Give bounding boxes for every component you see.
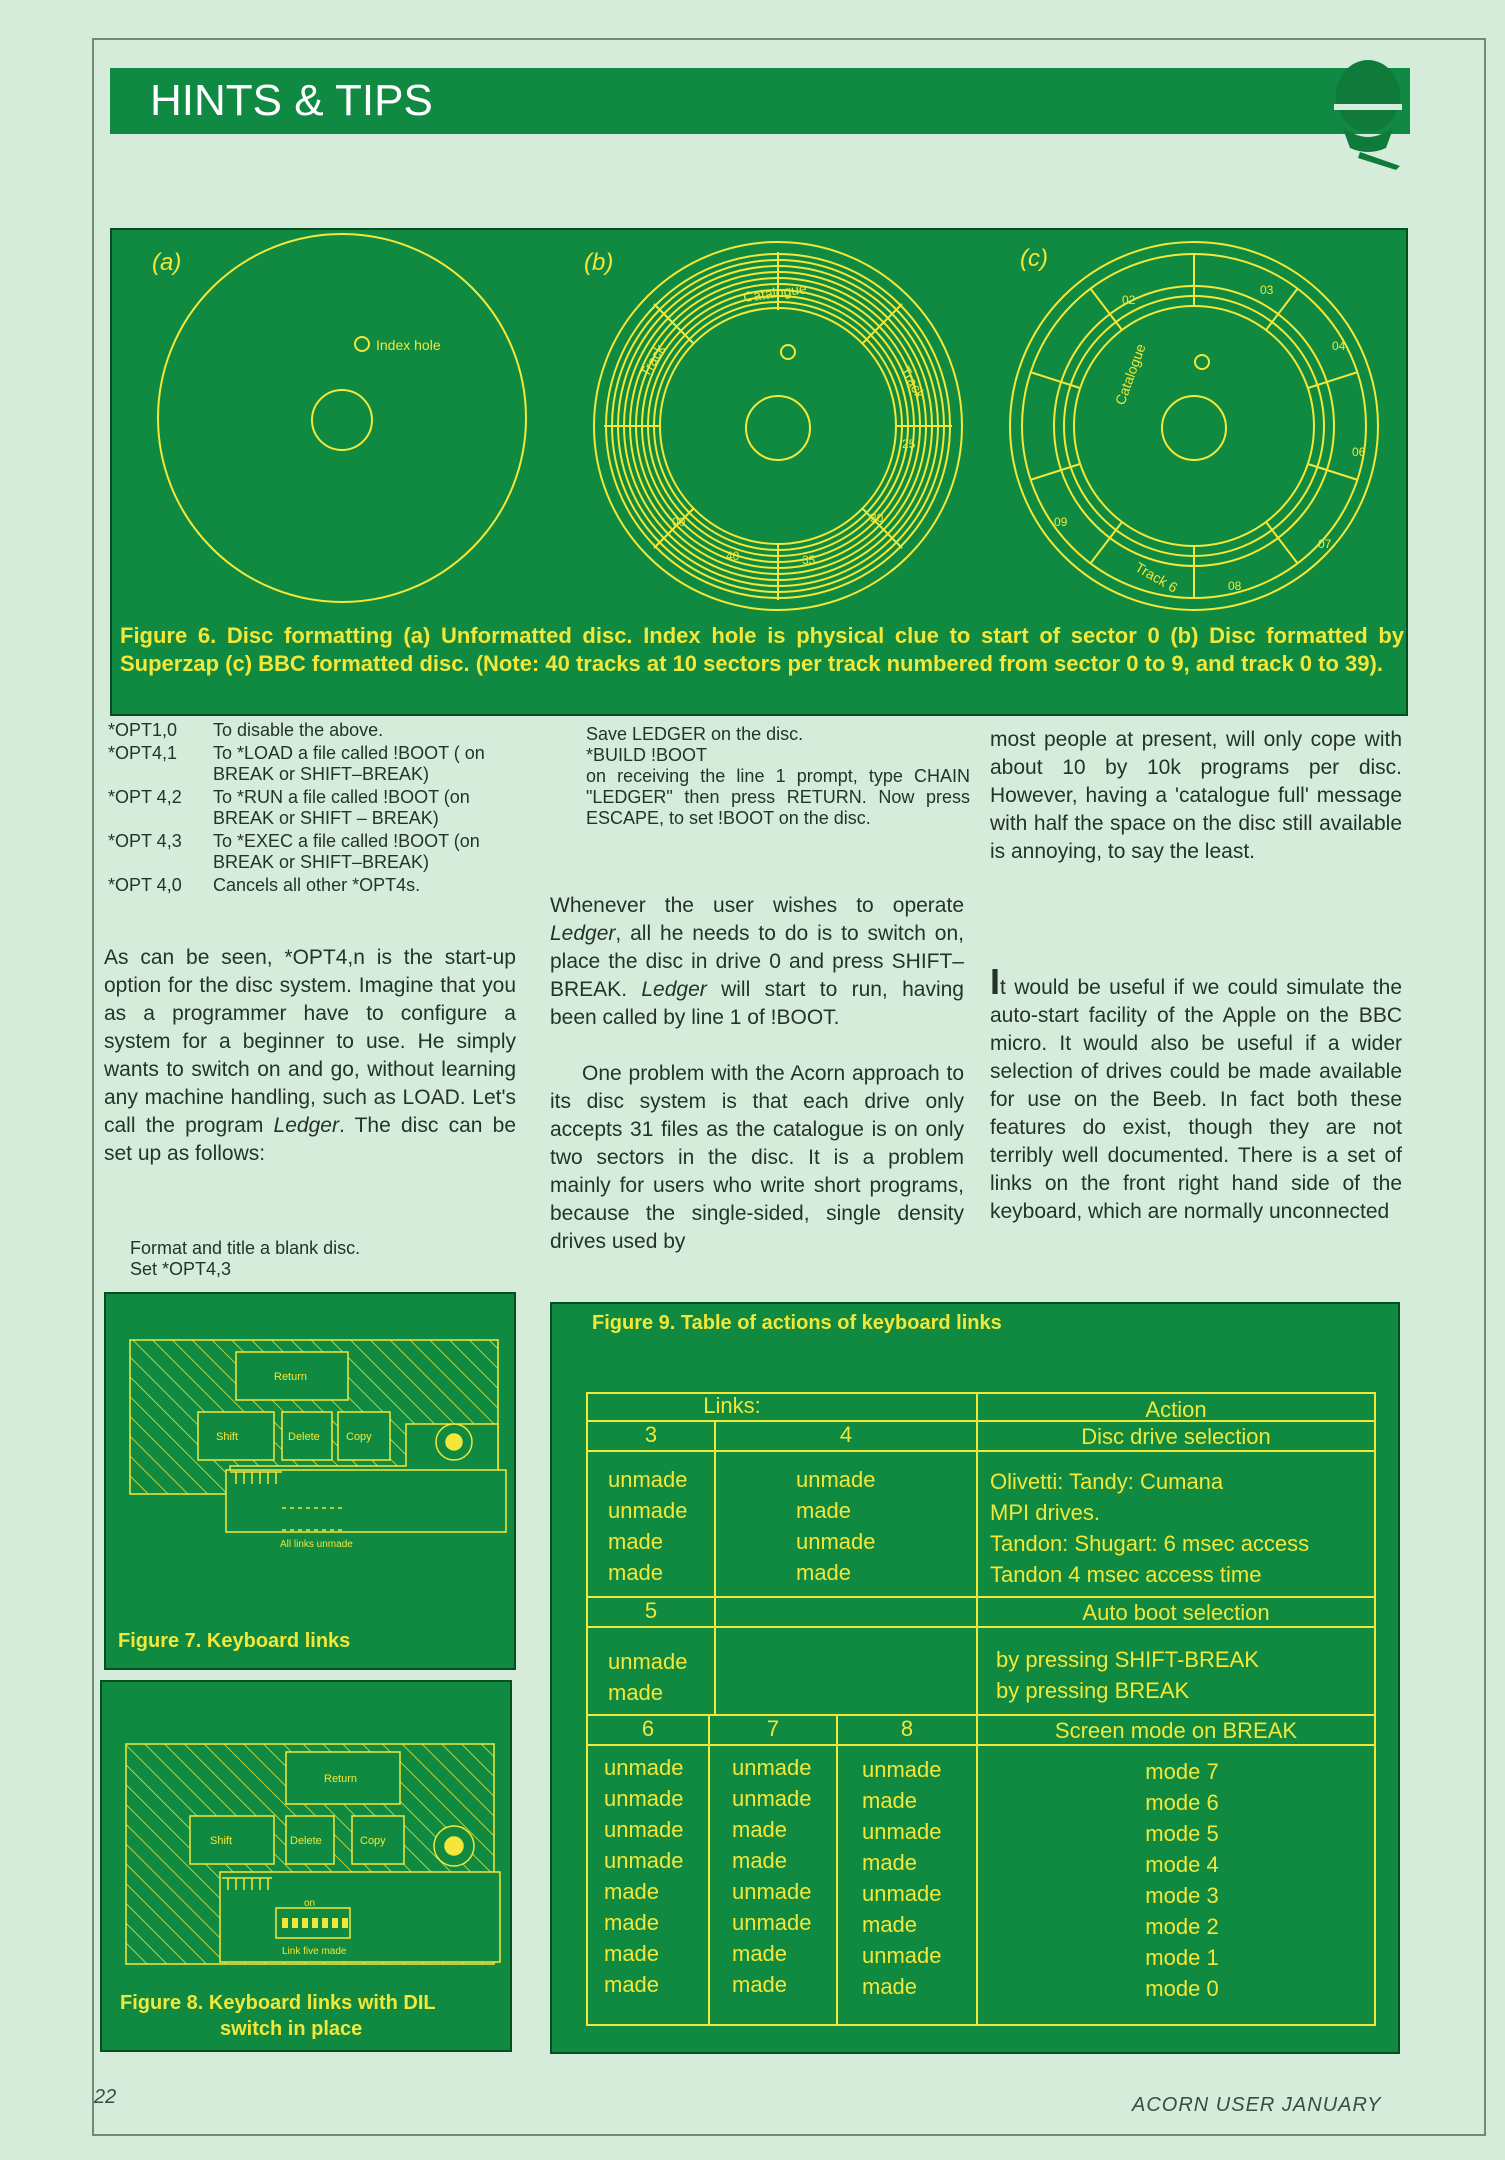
link-value: unmade — [862, 1881, 942, 1906]
section-title-disc-drive: Disc drive selection — [1081, 1424, 1271, 1449]
figure-9-caption: Figure 9. Table of actions of keyboard links — [592, 1312, 1002, 1334]
links-label: All links unmade — [280, 1539, 353, 1550]
link-value: made — [604, 1879, 660, 1904]
figure-9-links-table — [550, 1302, 1400, 2054]
col2-paragraph-2: One problem with the Acorn approach to its disc system is that each drive only accepts 31 files as the catalogue is on only two sectors in the disc. It is a problem mainly for users who write short programs, because the single-sided, single density drives used by — [550, 1062, 964, 1253]
table-border-left — [586, 1392, 588, 2026]
figure-6-caption: Figure 6. Disc formatting (a) Unformatted disc. Index hole is physical clue to start of sector 0 (b) Disc formatted by Superzap (c) BBC formatted disc. (Note: 40 tracks at 10 sectors per track numbered from sector 0 to 9, and track 0 to 39). — [120, 623, 1404, 676]
figure-8-caption — [120, 1990, 510, 2042]
num-c-0: 02 — [1122, 293, 1136, 307]
section-title-screen-mode: Screen mode on BREAK — [1054, 1718, 1298, 1743]
disc-b-hub — [746, 396, 810, 460]
index-hole-label: Index hole — [376, 337, 441, 353]
return-key: Return — [274, 1371, 308, 1383]
num-b-3: 40 — [726, 549, 740, 563]
caption-line: Figure 8. Keyboard links with DIL — [120, 1992, 436, 2014]
link3-values — [608, 1464, 712, 1588]
magazine-footer: ACORN USER JANUARY — [1132, 2094, 1382, 2116]
catalogue-label-b: Catalogue — [742, 280, 808, 305]
num-c-5: 08 — [1228, 579, 1242, 593]
opt-commands-list — [108, 720, 528, 898]
opt-row — [108, 787, 528, 829]
col-header-5: 5 — [644, 1598, 658, 1623]
opt-row — [108, 875, 528, 896]
link-value: made — [732, 1972, 788, 1997]
figure-8-keyboard-links-dil — [100, 1680, 512, 2052]
link-value: unmade — [604, 1786, 684, 1811]
link-value: unmade — [862, 1943, 942, 1968]
divider-col5 — [714, 1596, 716, 1716]
setup-steps — [130, 1238, 510, 1280]
shift-key: Shift — [216, 1431, 239, 1443]
delete-key: Delete — [288, 1431, 320, 1443]
page-number: 22 — [94, 2086, 117, 2108]
label-a: (a) — [152, 249, 182, 276]
link-value: unmade — [862, 1819, 942, 1844]
col3-paragraph-1: most people at present, will only cope with about 10 by 10k programs per disc. However, having a 'catalogue full' message with half the space on the disc still available is annoying, to say the least. — [990, 728, 1402, 863]
link-value: unmade — [796, 1529, 876, 1554]
track-label-b-left: Track — [636, 341, 668, 380]
link-value: unmade — [732, 1786, 812, 1811]
text-run: Whenever the user wishes to operate — [550, 894, 964, 917]
num-b-2: 35 — [802, 553, 816, 567]
opt-key: *OPT4,1 — [108, 743, 178, 763]
text-run: . The disc can be set up as follows: — [104, 1114, 516, 1165]
action-value: mode 0 — [1145, 1976, 1219, 2001]
col-header-4: 4 — [839, 1422, 853, 1447]
opt-desc: To *LOAD a file called !BOOT ( on BREAK or SHIFT–BREAK) — [213, 743, 485, 784]
links-header: Links: — [703, 1393, 761, 1418]
link-value: unmade — [608, 1467, 688, 1492]
col-header-6: 6 — [641, 1716, 655, 1741]
setup-step: Format and title a blank disc. — [130, 1238, 361, 1258]
action-value: MPI drives. — [990, 1500, 1101, 1525]
link-value: made — [796, 1498, 852, 1523]
col-header-7: 7 — [766, 1716, 780, 1741]
setup-step: Set *OPT4,3 — [130, 1259, 232, 1279]
link-value: unmade — [604, 1755, 684, 1780]
link-five-label: Link five made — [282, 1946, 347, 1957]
link-value: unmade — [862, 1757, 942, 1782]
table-border-right — [1374, 1392, 1376, 2026]
opt-row — [108, 743, 528, 785]
action-value: mode 5 — [1145, 1821, 1219, 1846]
disc-c-index-hole — [1195, 355, 1209, 369]
command-line: *BUILD !BOOT — [586, 745, 708, 765]
action-value: mode 7 — [1145, 1759, 1219, 1784]
action-value: mode 1 — [1145, 1945, 1219, 1970]
opt-key: *OPT 4,0 — [108, 875, 182, 895]
return-key: Return — [324, 1773, 358, 1785]
link-value: made — [608, 1529, 664, 1554]
text-run: t would be useful if we could simulate the auto-start facility of the Apple on the BBC micro. It would also be useful if a wider selection of drives could be made available for use on the Beeb. In fact both these features do exist, though they are not terribly well documented. There is a set of links on the front right hand side of the keyboard, which are normally unconnected — [990, 976, 1402, 1223]
copy-key: Copy — [346, 1431, 372, 1443]
link-value: made — [732, 1817, 788, 1842]
opt-key: *OPT 4,3 — [108, 831, 182, 851]
action-header: Action — [1145, 1397, 1207, 1422]
header-bar — [110, 68, 1410, 134]
on-label: on — [304, 1898, 316, 1909]
action-value: Tandon 4 msec access time — [990, 1562, 1262, 1587]
opt-key: *OPT 4,2 — [108, 787, 182, 807]
link-value: made — [604, 1910, 660, 1935]
num-c-6: 09 — [1054, 515, 1068, 529]
opt-desc: To *RUN a file called !BOOT (on BREAK or SHIFT – BREAK) — [213, 787, 470, 828]
link7-values — [732, 1752, 836, 2000]
track-label-b-right: Track — [897, 363, 929, 402]
action-value: mode 3 — [1145, 1883, 1219, 1908]
keyboard-diagram — [106, 1294, 518, 1672]
link8-values — [862, 1754, 974, 2002]
figure-7-caption: Figure 7. Keyboard links — [118, 1630, 351, 1652]
section-title-auto-boot: Auto boot selection — [1082, 1600, 1270, 1625]
col2-commands — [586, 724, 970, 829]
link6-values — [604, 1752, 708, 2000]
figure-6-disc-formatting — [110, 228, 1408, 716]
screen-mode-actions — [1112, 1756, 1252, 2004]
opt-key: *OPT1,0 — [108, 720, 178, 740]
action-value: Tandon: Shugart: 6 msec access — [990, 1531, 1310, 1556]
shift-key: Shift — [210, 1835, 233, 1847]
col1-paragraph — [104, 944, 516, 1168]
egg-cup-icon — [1330, 56, 1406, 170]
link-value: made — [732, 1941, 788, 1966]
divider-action — [976, 1392, 978, 2026]
link-value: unmade — [604, 1817, 684, 1842]
link-value: unmade — [604, 1848, 684, 1873]
link-value: unmade — [732, 1879, 812, 1904]
link-value: made — [604, 1972, 660, 1997]
link-value: made — [862, 1850, 918, 1875]
command-line: on receiving the line 1 prompt, type CHAIN "LEDGER" then press RETURN. Now press ESCAPE, to set !BOOT on the disc. — [586, 766, 970, 828]
num-c-1: 03 — [1260, 283, 1274, 297]
col3-paragraph-2 — [990, 961, 1402, 1226]
figure-7-keyboard-links — [104, 1292, 516, 1670]
num-c-4: 07 — [1318, 537, 1332, 551]
caption-line: switch in place — [220, 2018, 363, 2040]
num-b-0: 25 — [902, 437, 916, 451]
link-value: unmade — [732, 1755, 812, 1780]
col2-paragraph-1 — [550, 892, 964, 1032]
opt-row — [108, 831, 528, 873]
catalogue-label-c: Catalogue — [1111, 341, 1149, 408]
link-value: made — [862, 1974, 918, 1999]
action-value: Olivetti: Tandy: Cumana — [990, 1469, 1224, 1494]
action-value: by pressing SHIFT-BREAK — [996, 1647, 1259, 1672]
opt-desc: To disable the above. — [213, 720, 384, 740]
action-value: mode 6 — [1145, 1790, 1219, 1815]
label-c: (c) — [1020, 245, 1048, 272]
link-value: unmade — [608, 1649, 688, 1674]
copy-key: Copy — [360, 1835, 386, 1847]
col-header-8: 8 — [900, 1716, 914, 1741]
link-value: made — [608, 1680, 664, 1705]
program-name: Ledger — [550, 922, 616, 945]
link-value: unmade — [608, 1498, 688, 1523]
divider-col7-col8 — [836, 1714, 838, 2026]
opt-desc: Cancels all other *OPT4s. — [213, 875, 421, 895]
disc-a-index-hole — [355, 337, 369, 351]
table-border-bottom — [586, 2024, 1376, 2026]
divider-col6-col7 — [708, 1714, 710, 2026]
auto-boot-actions — [996, 1644, 1374, 1706]
text-run: , all he needs to do is to switch on, place the disc in drive 0 and press SHIFT–BREAK. — [550, 922, 964, 1001]
delete-key: Delete — [290, 1835, 322, 1847]
disc-drive-actions — [990, 1466, 1374, 1590]
num-b-4: 00 — [672, 515, 686, 529]
link-value: made — [604, 1941, 660, 1966]
action-value: mode 4 — [1145, 1852, 1219, 1877]
program-name: Ledger — [273, 1114, 339, 1137]
action-value: by pressing BREAK — [996, 1678, 1190, 1703]
num-c-2: 04 — [1332, 339, 1346, 353]
action-value: mode 2 — [1145, 1914, 1219, 1939]
num-b-1: 30 — [870, 511, 884, 525]
link-value: made — [732, 1848, 788, 1873]
col-header-3: 3 — [644, 1422, 658, 1447]
link-value: unmade — [796, 1467, 876, 1492]
section-title: HINTS & TIPS — [150, 76, 433, 125]
disc-a-hub — [312, 390, 372, 450]
program-name: Ledger — [641, 978, 707, 1001]
link-value: unmade — [732, 1910, 812, 1935]
text-run: will start to run, having been called by line 1 of !BOOT. — [550, 978, 964, 1029]
disc-c-hub — [1162, 396, 1226, 460]
link-value: made — [862, 1788, 918, 1813]
opt-desc: To *EXEC a file called !BOOT (on BREAK or SHIFT–BREAK) — [213, 831, 480, 872]
opt-row — [108, 720, 528, 741]
link5-values — [608, 1646, 712, 1708]
link-value: made — [796, 1560, 852, 1585]
drop-cap: I — [990, 961, 1001, 1002]
link4-values — [796, 1464, 966, 1588]
text-run: As can be seen, *OPT4,n is the start-up option for the disc system. Imagine that you as a programmer have to configure a system for a beginner to use. He simply wants to switch on and go, without learning any machine handling, such as LOAD. Let's call the program — [104, 946, 516, 1137]
disc-a-outline — [158, 234, 526, 602]
disc-b-index-hole — [781, 345, 795, 359]
command-line: Save LEDGER on the disc. — [586, 724, 804, 744]
link-value: made — [862, 1912, 918, 1937]
link-value: made — [608, 1560, 664, 1585]
num-c-3: 06 — [1352, 445, 1366, 459]
label-b: (b) — [584, 249, 614, 276]
track-label-c: Track 6 — [1132, 558, 1181, 596]
